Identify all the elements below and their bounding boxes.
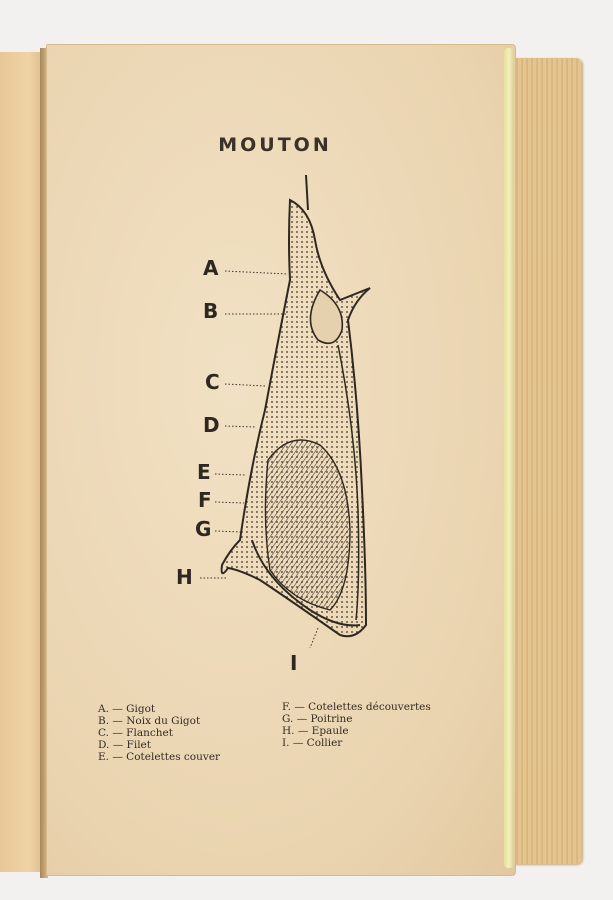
legend-item-c: C. — Flanchet [98,727,173,739]
label-d: D [203,413,220,437]
legend-item-b: B. — Noix du Gigot [98,715,201,727]
legend-item-i: I. — Collier [282,737,343,749]
legend-right [282,701,431,749]
legend-item-a: A. — Gigot [98,703,156,715]
legend-item-e: E. — Cotelettes couver [98,751,221,763]
label-g: G [195,517,212,541]
label-h: H [176,565,193,589]
elastic-band [504,48,514,868]
label-f: F [198,488,212,512]
label-a: A [203,256,219,280]
legend-item-d: D. — Filet [98,739,151,751]
label-i: I [290,651,298,675]
page-edges [514,58,582,864]
legend-item-g: G. — Poitrine [282,713,353,725]
legend-item-h: H. — Epaule [282,725,349,737]
legend-item-f: F. — Cotelettes découvertes [282,701,431,713]
label-b: B [203,299,219,323]
legend-left [98,703,220,763]
page-title: MOUTON [218,134,332,156]
label-c: C [205,370,220,394]
label-e: E [197,460,211,484]
